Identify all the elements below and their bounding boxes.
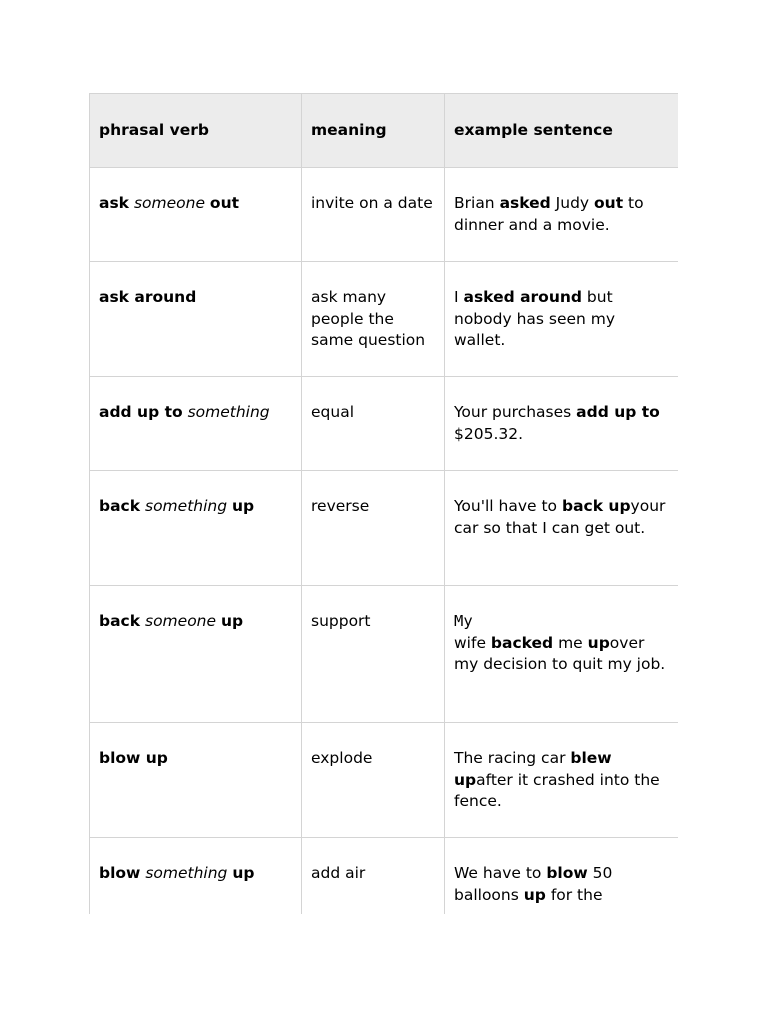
cell-example-sentence [445,168,679,262]
table-row [90,838,679,915]
bold-text: up [523,885,546,904]
table-row [90,377,679,471]
italic-text: something [145,864,228,882]
italic-text: someone [133,194,205,212]
bold-text: ask [99,194,129,212]
text-run: I [454,288,464,306]
text-run: wife [454,633,491,652]
text-run: We have to [454,864,547,882]
cell-example-sentence [445,586,679,723]
cell-example-sentence [445,377,679,471]
header-meaning: meaning [302,94,445,168]
cell-meaning: explode [302,723,445,838]
cell-phrasal-verb [90,471,302,586]
italic-text: someone [145,612,217,630]
text-run: to dinner and a movie. [454,194,644,234]
bold-text: up [587,633,610,652]
cell-phrasal-verb [90,168,302,262]
bold-text: add up to [576,403,660,421]
cell-phrasal-verb [90,586,302,723]
bold-text: blow [546,864,588,882]
table-header-row [90,94,679,168]
cell-meaning: add air [302,838,445,915]
cell-example-sentence [445,838,679,915]
table-row [90,471,679,586]
cell-meaning: equal [302,377,445,471]
cell-phrasal-verb [90,723,302,838]
bold-text: blow up [99,749,168,767]
table-row [90,168,679,262]
cell-meaning: support [302,586,445,723]
cell-phrasal-verb [90,377,302,471]
bold-text: out [594,194,624,212]
bold-text: back [99,612,141,630]
phrasal-verb-table [89,93,678,914]
bold-text: ask around [99,288,197,306]
italic-text: something [145,497,228,515]
text-run: My [454,612,473,630]
italic-text: something [187,403,270,421]
text-run: Judy [550,194,595,212]
bold-text: back [99,497,141,515]
cell-example-sentence [445,723,679,838]
cell-phrasal-verb [90,262,302,377]
text-run: me [553,633,588,652]
text-run: but nobody has seen my wallet. [454,288,616,349]
cell-meaning: reverse [302,471,445,586]
cell-example-sentence [445,262,679,377]
table-row [90,723,679,838]
text-run: Your purchases [454,403,577,421]
cell-example-sentence [445,471,679,586]
cell-meaning: invite on a date [302,168,445,262]
bold-text: asked around [463,288,582,306]
text-run: 50 balloons [454,864,613,904]
table-row [90,262,679,377]
bold-text: blew up [454,749,612,789]
cell-phrasal-verb [90,838,302,915]
bold-text: asked [499,194,551,212]
text-run: $205.32. [454,424,524,443]
text-run: for the [545,885,603,904]
text-run: after it crashed into the fence. [454,770,660,810]
text-run: You'll have to [454,497,562,515]
header-example-sentence: example sentence [445,94,679,168]
bold-text: back up [561,497,631,515]
bold-text: up [220,612,244,630]
table-body [90,168,679,915]
cell-meaning: ask many people the same question [302,262,445,377]
text-run: Brian [454,194,500,212]
table-row [90,586,679,723]
header-phrasal-verb: phrasal verb [90,94,302,168]
bold-text: blow [99,864,141,882]
bold-text: up [232,864,255,882]
bold-text: out [209,194,240,212]
bold-text: add up to [99,403,183,421]
text-run: The racing car [454,749,571,767]
text-run: your car so that I can get out. [454,497,666,537]
text-run: over my decision to quit my job. [454,633,666,673]
table-viewport [89,93,678,914]
bold-text: up [232,497,255,515]
bold-text: backed [490,633,554,652]
